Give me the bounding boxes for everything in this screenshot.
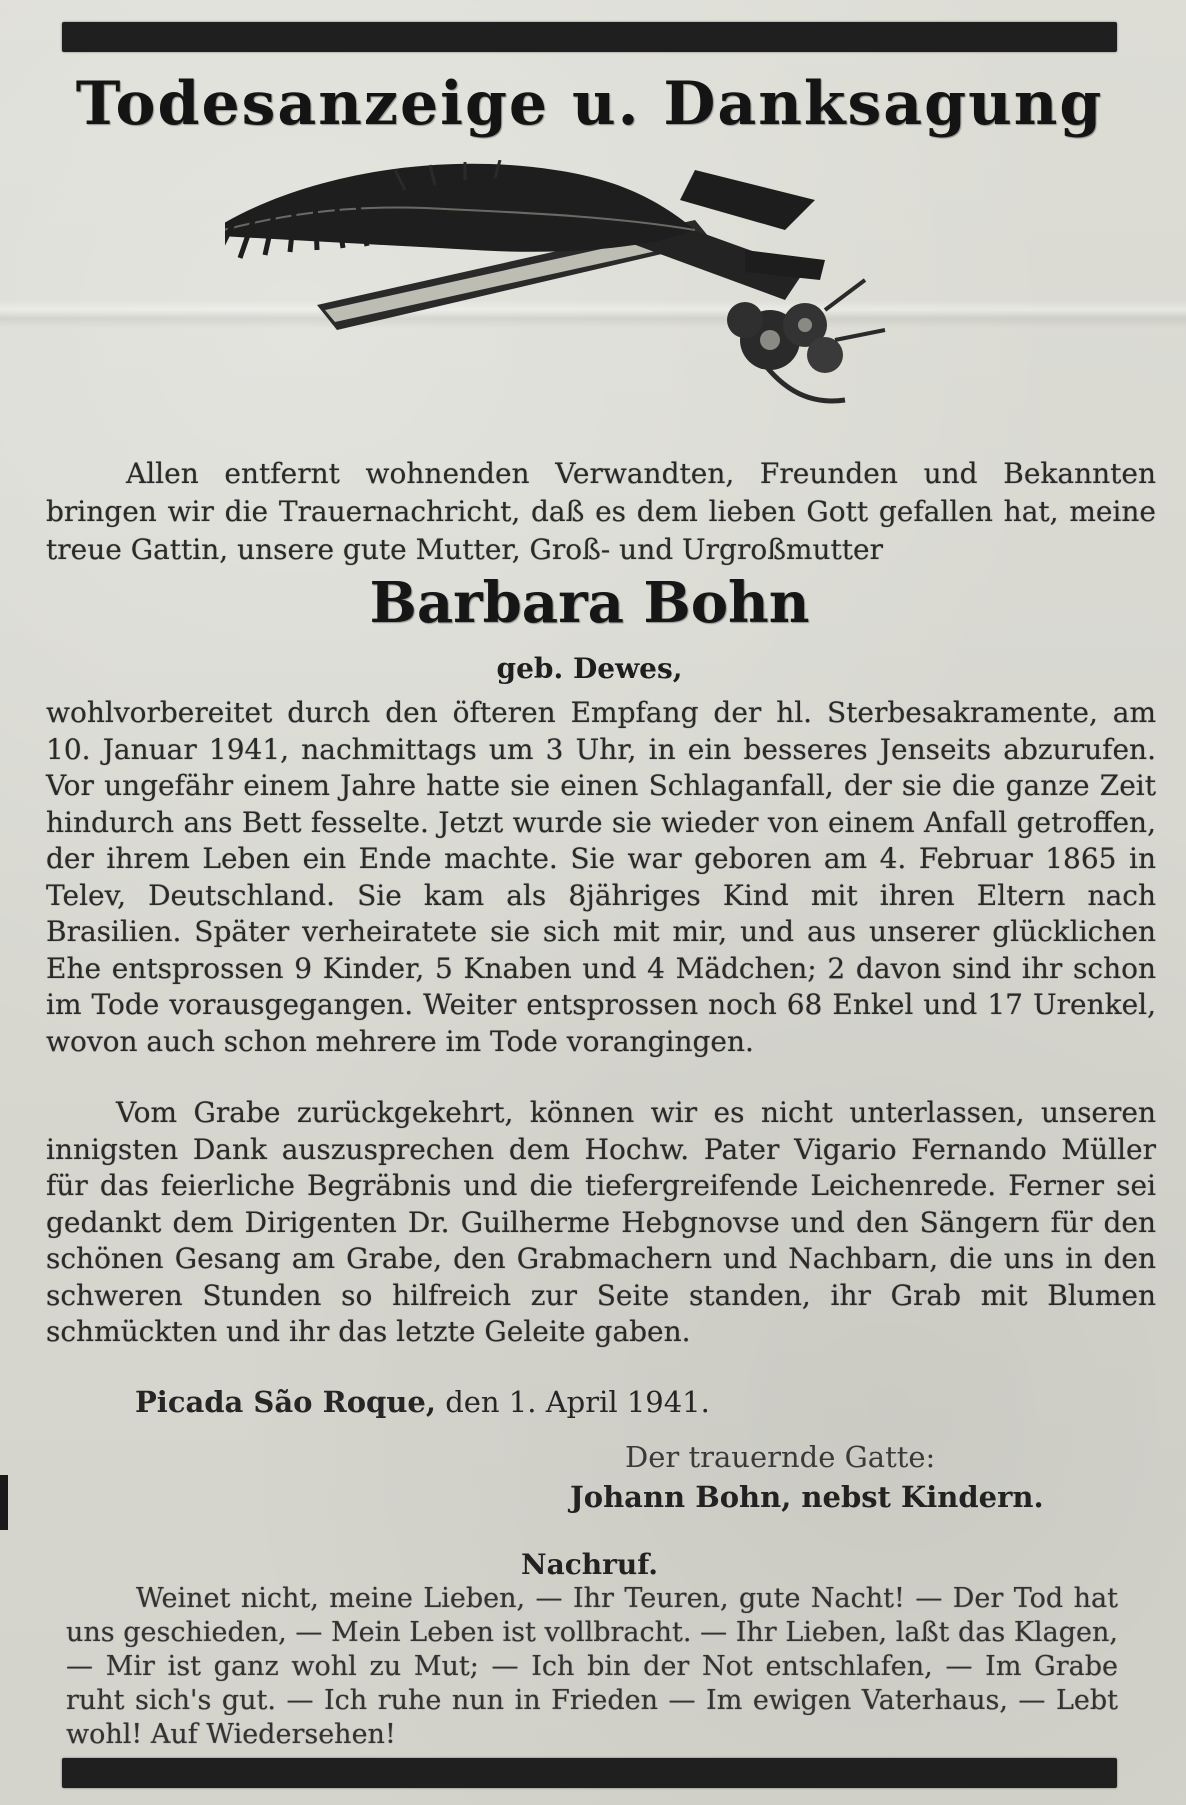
deceased-name: Barbara Bohn: [369, 570, 810, 636]
body-paragraph-2: Vom Grabe zurückgekehrt, können wir es nicht unterlassen, unseren innigsten Dank auszusprechen dem Hochw. Pater Vigario Fernando Müller für das feierliche Begräbnis und die tiefergreifende Leichenrede. Ferner sei gedankt dem Dirigenten Dr. Guilherme Hebgnovse und den Sängern für den schönen Gesang am Grabe, den Grabmachern und Nachbarn, die uns in den schweren Stunden so hilfreich zur Seite standen, ihr Grab mit Blumen schmückten und ihr das letzte Geleite gaben.: [46, 1096, 1156, 1348]
nachruf-poem: Weinet nicht, meine Lieben, — Ihr Teuren, gute Nacht! — Der Tod hat uns geschieden, — Mein Leben ist vollbracht. — Ihr Lieben, laßt das Klagen, — Mir ist ganz wohl zu Mut; — Ich bin der Not entschlafen, — Im Grabe ruht sich's gut. — Ich ruhe nun in Frieden — Im ewigen Vaterhaus, — Lebt wohl! Auf Wiedersehen!: [66, 1583, 1118, 1750]
palm-frond-icon: [225, 160, 695, 260]
flower-bouquet-icon: [727, 280, 885, 401]
mourner-label: Der trauernde Gatte:: [625, 1440, 936, 1474]
bottom-border-rule: [62, 1758, 1117, 1788]
dateline-date: den 1. April 1941.: [445, 1385, 710, 1419]
dateline: [135, 1385, 710, 1419]
body-paragraph-1: wohlvorbereitet durch den öfteren Empfang der hl. Sterbesakramente, am 10. Januar 1941, nachmittags um 3 Uhr, in ein besseres Jenseits abzurufen. Vor ungefähr einem Jahre hatte sie einen Schlaganfall, der sie die ganze Zeit hindurch ans Bett fesselte. Jetzt wurde sie wieder von einem Anfall getroffen, der ihrem Leben ein Ende machte. Sie war geboren am 4. Februar 1865 in Telev, Deutschland. Sie kam als 8jähriges Kind mit ihren Eltern nach Brasilien. Später verheiratete sie sich mit mir, und aus unserer glücklichen Ehe entsprossen 9 Kinder, 5 Knaben und 4 Mädchen; 2 davon sind ihr schon im Tode vorausgegangen. Weiter entsprossen noch 68 Enkel und 17 Urenkel, wovon auch schon mehrere im Tode vorangingen.: [46, 696, 1156, 1058]
maiden-name: geb. Dewes,: [496, 652, 683, 685]
palm-frond-cross-icon: [225, 160, 985, 460]
mourner-signature: Johann Bohn, nebst Kindern.: [570, 1480, 1044, 1514]
intro-paragraph: Allen entfernt wohnenden Verwandten, Freunden und Bekannten bringen wir die Trauernachricht, daß es dem lieben Gott gefallen hat, meine treue Gattin, unsere gute Mutter, Groß- und Urgroßmutter: [46, 457, 1156, 566]
top-border-rule: [62, 22, 1117, 52]
nachruf-title: Nachruf.: [520, 1548, 659, 1581]
dateline-place: Picada São Roque,: [135, 1385, 436, 1419]
edge-mark: [0, 1475, 8, 1530]
page-title: Todesanzeige u. Danksagung: [75, 69, 1104, 139]
